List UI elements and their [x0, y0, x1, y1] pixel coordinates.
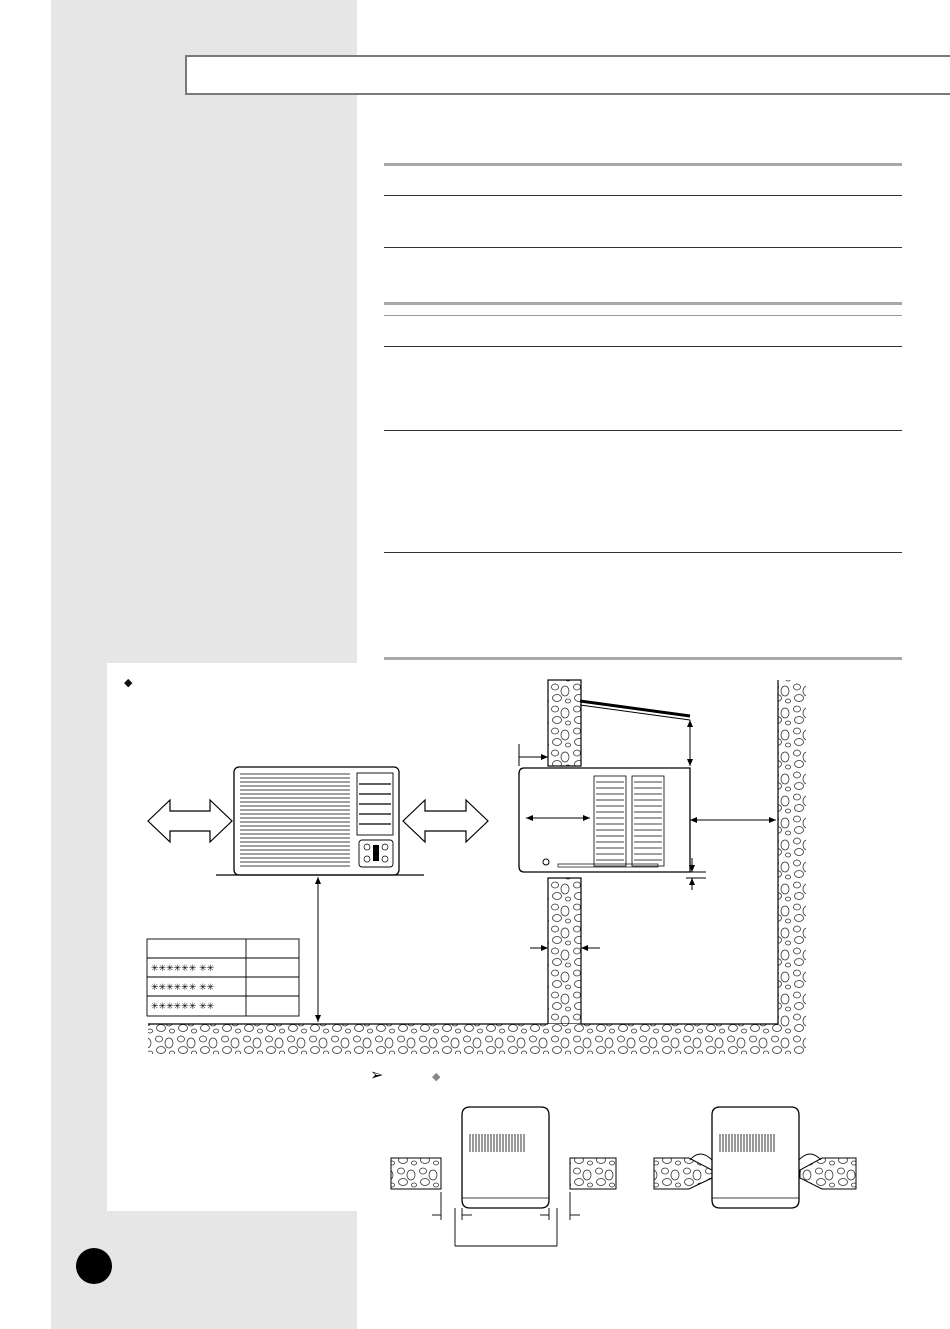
right-wall [778, 680, 806, 1024]
height-arrow [315, 877, 321, 1022]
ac-unit-front-view [234, 767, 399, 875]
table-row: ✳✳✳✳✳✳ ✳✳ [151, 983, 215, 993]
table-row: ✳✳✳✳✳✳ ✳✳ [151, 964, 215, 974]
airflow-arrow-left [148, 800, 232, 842]
airflow-arrow-right [403, 800, 488, 842]
wall-upper [548, 680, 581, 766]
note-bullet-icon: ◆ [432, 1070, 441, 1083]
awning [580, 701, 693, 766]
page-number-badge [76, 1248, 112, 1284]
install-detail-sealed [654, 1107, 856, 1208]
install-detail-gap [391, 1107, 616, 1246]
floor [148, 1024, 806, 1054]
note-arrow-icon: ➢ [370, 1065, 384, 1084]
wall-lower [548, 878, 581, 1024]
ac-unit-side-view [519, 768, 690, 872]
table-row: ✳✳✳✳✳✳ ✳✳ [151, 1002, 215, 1012]
bullet-diamond-icon: ◆ [124, 677, 133, 689]
